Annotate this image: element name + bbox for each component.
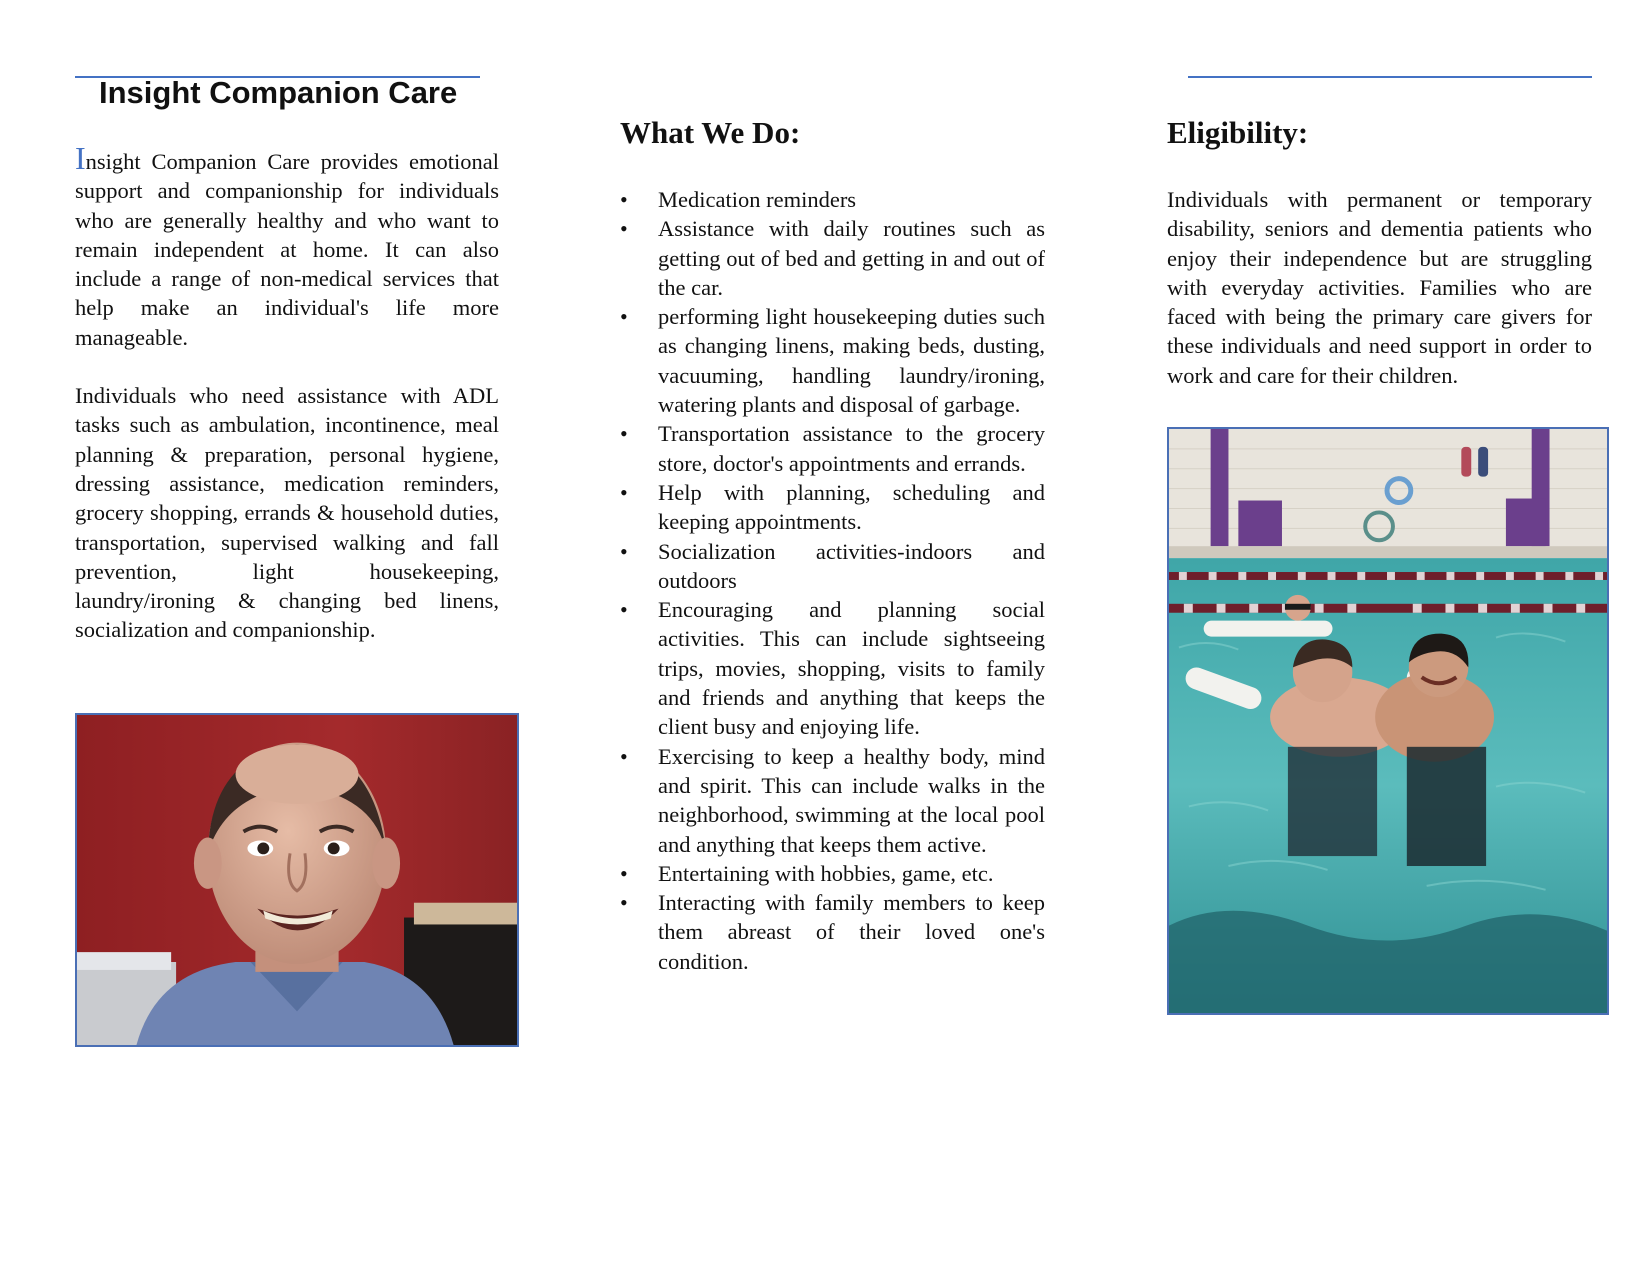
list-item-text: Encouraging and planning social activities. This can include sightseeing trips, movies, shopping, visits to family and friends and anything that keeps the client busy and enjoying life. xyxy=(658,597,1045,740)
top-rule-right xyxy=(1188,76,1592,78)
list-item-text: Socialization activities-indoors and outdoors xyxy=(658,538,1045,593)
bullet-icon: • xyxy=(620,304,628,330)
intro-paragraph-text: nsight Companion Care provides emotional support and companionship for individuals who are generally healthy and who want to remain independent at home. It can also include a range of non-medical services that help make an individual's life more manageable. xyxy=(75,149,499,350)
drop-cap-letter: I xyxy=(75,140,86,176)
eligibility-paragraph: Individuals with permanent or temporary disability, seniors and dementia patients who enjoy their independence but are struggling with everyday activities. Families who are faced with being the primary care givers for these individuals and need support in order to work and care for their children. xyxy=(1167,187,1592,388)
smiling-man-photo xyxy=(75,713,519,1047)
list-item-text: Exercising to keep a healthy body, mind and spirit. This can include walks in the neighborhood, swimming at the local pool and anything that keeps them active. xyxy=(658,743,1045,857)
list-item xyxy=(620,214,1045,302)
bullet-icon: • xyxy=(620,216,628,242)
services-list xyxy=(620,185,1045,976)
list-item-text: Help with planning, scheduling and keeping appointments. xyxy=(658,479,1045,535)
list-item-text: performing light housekeeping duties such as changing linens, making beds, dusting, vacuuming, handling laundry/ironing, watering plants and disposal of garbage. xyxy=(658,304,1045,418)
list-item xyxy=(620,888,1045,976)
list-item xyxy=(620,185,1045,214)
bullet-icon: • xyxy=(620,743,628,769)
what-we-do-heading: What We Do: xyxy=(620,115,801,150)
right-column xyxy=(1167,114,1592,390)
list-item-text: Medication reminders xyxy=(658,187,857,212)
bullet-icon: • xyxy=(620,479,628,505)
list-item-text: Assistance with daily routines such as getting out of bed and getting in and out of the car. xyxy=(658,216,1045,300)
list-item-text: Entertaining with hobbies, game, etc. xyxy=(658,860,994,886)
eligibility-heading: Eligibility: xyxy=(1167,115,1309,150)
list-item xyxy=(620,742,1045,859)
list-item-text: Transportation assistance to the grocery store, doctor's appointments and errands. xyxy=(658,421,1045,476)
bullet-icon: • xyxy=(620,597,628,623)
bullet-icon: • xyxy=(620,538,628,564)
list-item xyxy=(620,478,1045,537)
bullet-icon: • xyxy=(620,421,628,447)
list-item xyxy=(620,537,1045,596)
intro-paragraph xyxy=(75,140,499,352)
swimming-pool-photo xyxy=(1167,427,1609,1015)
smiling-man-illustration xyxy=(77,715,517,1045)
left-column xyxy=(75,74,499,645)
middle-column xyxy=(620,114,1045,976)
list-item xyxy=(620,595,1045,741)
bullet-icon: • xyxy=(620,860,628,886)
list-item xyxy=(620,859,1045,888)
bullet-icon: • xyxy=(620,187,628,212)
list-item-text: Interacting with family members to keep them abreast of their loved one's condition. xyxy=(658,890,1045,974)
swimming-pool-illustration xyxy=(1169,429,1607,1013)
list-item xyxy=(620,419,1045,478)
adl-paragraph: Individuals who need assistance with ADL tasks such as ambulation, incontinence, meal planning & preparation, personal hygiene, dressing assistance, medication reminders, grocery shopping, errands & household duties, transportation, supervised walking and fall prevention, light housekeeping, laundry/ironing & changing bed linens, socialization and companionship. xyxy=(75,383,499,643)
bullet-icon: • xyxy=(620,890,628,916)
list-item xyxy=(620,302,1045,419)
brochure-title: Insight Companion Care xyxy=(99,75,458,110)
